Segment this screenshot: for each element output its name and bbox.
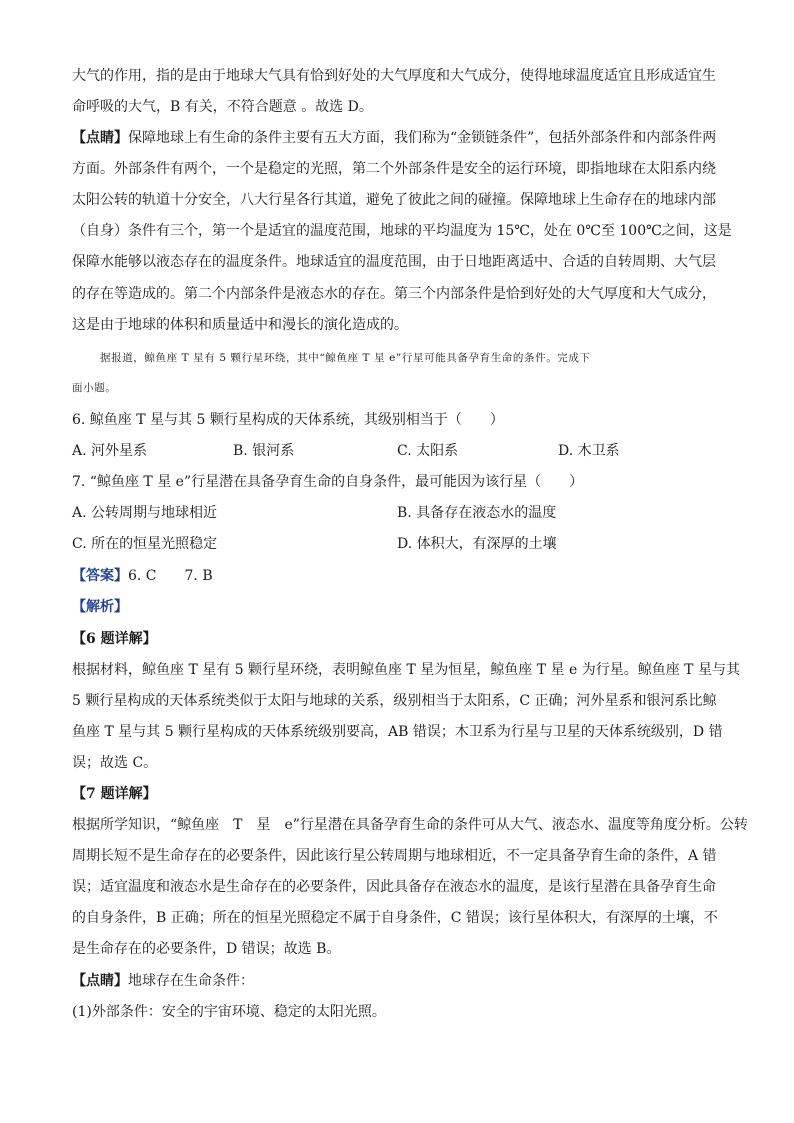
q6-stem: 6. 鲸鱼座 T 星与其 5 颗行星构成的天体系统，其级别相当于（ ）	[72, 412, 504, 428]
answer-tag: 【答案】	[72, 568, 128, 584]
dianjing-block-1	[72, 128, 716, 148]
q6-option-a: A. 河外星系	[72, 443, 148, 459]
material-line-2: 面小题。	[72, 382, 117, 394]
dianjing-line-2: 方面。外部条件有两个，一个是稳定的光照，第二个外部条件是安全的运行环境，即指地球在太阳系内绕	[72, 161, 716, 177]
q7-option-d: D. 体积大，有深厚的土壤	[397, 536, 557, 552]
dianjing2-text: 地球存在生命条件：	[128, 973, 254, 989]
detail7-line-4: 的自身条件，B 正确；所在的恒星光照稳定不属于自身条件，C 错误；该行星体积大，有深厚的土壤，不	[72, 910, 718, 926]
dianjing-line-5: 保障水能够以液态存在的温度条件。地球适宜的温度范围，由于日地距离适中、合适的自转周期、大气层	[72, 254, 716, 270]
answer-text: 6. C 7. B	[128, 568, 213, 584]
material-line-1: 据报道，鲸鱼座 T 星有 5 颗行星环绕，其中“鲸鱼座 T 星 e”行星可能具备孕育生命的条件。完成下	[100, 352, 591, 364]
analysis-tag: 【解析】	[72, 599, 128, 615]
dianjing-line-1: 保障地球上有生命的条件主要有五大方面，我们称为“金锁链条件”，包括外部条件和内部条件两	[128, 130, 717, 146]
detail6-line-2: 5 颗行星构成的天体系统类似于太阳与地球的关系，级别相当于太阳系，C 正确；河外星系和银河系比鲸	[72, 693, 717, 709]
dianjing-line-7: 这是由于地球的体积和质量适中和漫长的演化造成的。	[72, 317, 408, 333]
intro-line-1: 大气的作用，指的是由于地球大气具有恰到好处的大气厚度和大气成分，使得地球温度适宜且形成适宜生	[72, 68, 716, 84]
detail6-line-4: 误；故选 C。	[72, 755, 158, 771]
detail6-line-3: 鱼座 T 星与其 5 颗行星构成的天体系统级别要高，AB 错误；木卫系为行星与卫星的天体系统级别，D 错	[72, 724, 723, 740]
dianjing-tag: 【点睛】	[72, 130, 128, 146]
detail6-tag: 【6 题详解】	[72, 631, 157, 647]
q6-option-d: D. 木卫系	[558, 443, 620, 459]
detail7-line-5: 是生命存在的必要条件，D 错误；故选 B。	[72, 941, 341, 957]
detail7-line-2: 周期长短不是生命存在的必要条件，因此该行星公转周期与地球相近，不一定具备孕育生命的条件，A 错	[72, 848, 717, 864]
outer-condition-line: (1)外部条件：安全的宇宙环境、稳定的太阳光照。	[72, 1004, 386, 1020]
dianjing-line-6: 的存在等造成的。第二个内部条件是液态水的存在。第三个内部条件是恰到好处的大气厚度和大气成分，	[72, 286, 716, 302]
q7-option-c: C. 所在的恒星光照稳定	[72, 536, 218, 552]
dianjing2-tag: 【点睛】	[72, 973, 128, 989]
q6-option-b: B. 银河系	[233, 443, 295, 459]
detail7-line-1: 根据所学知识，“鲸鱼座 T 星 e”行星潜在具备孕育生命的条件可从大气、液态水、温度等角度分析。公转	[72, 817, 748, 833]
q6-option-c: C. 太阳系	[397, 443, 459, 459]
dianjing-line-3: 太阳公转的轨道十分安全，八大行星各行其道，避免了彼此之间的碰撞。保障地球上生命存在的地球内部	[72, 192, 716, 208]
q7-option-b: B. 具备存在液态水的温度	[397, 505, 557, 521]
intro-line-2: 命呼吸的大气，B 有关，不符合题意 。故选 D。	[72, 99, 373, 115]
dianjing-block-2	[72, 971, 254, 991]
q7-stem: 7. “鲸鱼座 T 星 e”行星潜在具备孕育生命的自身条件，最可能因为该行星（ ）	[72, 474, 584, 490]
answer-line	[72, 566, 213, 586]
detail6-line-1: 根据材料，鲸鱼座 T 星有 5 颗行星环绕，表明鲸鱼座 T 星为恒星，鲸鱼座 T 星 e 为行星。鲸鱼座 T 星与其	[72, 662, 740, 678]
q7-option-a: A. 公转周期与地球相近	[72, 505, 218, 521]
dianjing-line-4: （自身）条件有三个，第一个是适宜的温度范围，地球的平均温度为 15℃，处在 0℃至 100℃之间，这是	[72, 223, 732, 239]
detail7-tag: 【7 题详解】	[72, 786, 157, 802]
detail7-line-3: 误；适宜温度和液态水是生命存在的必要条件，因此具备存在液态水的温度，是该行星潜在具备孕育生命	[72, 879, 716, 895]
